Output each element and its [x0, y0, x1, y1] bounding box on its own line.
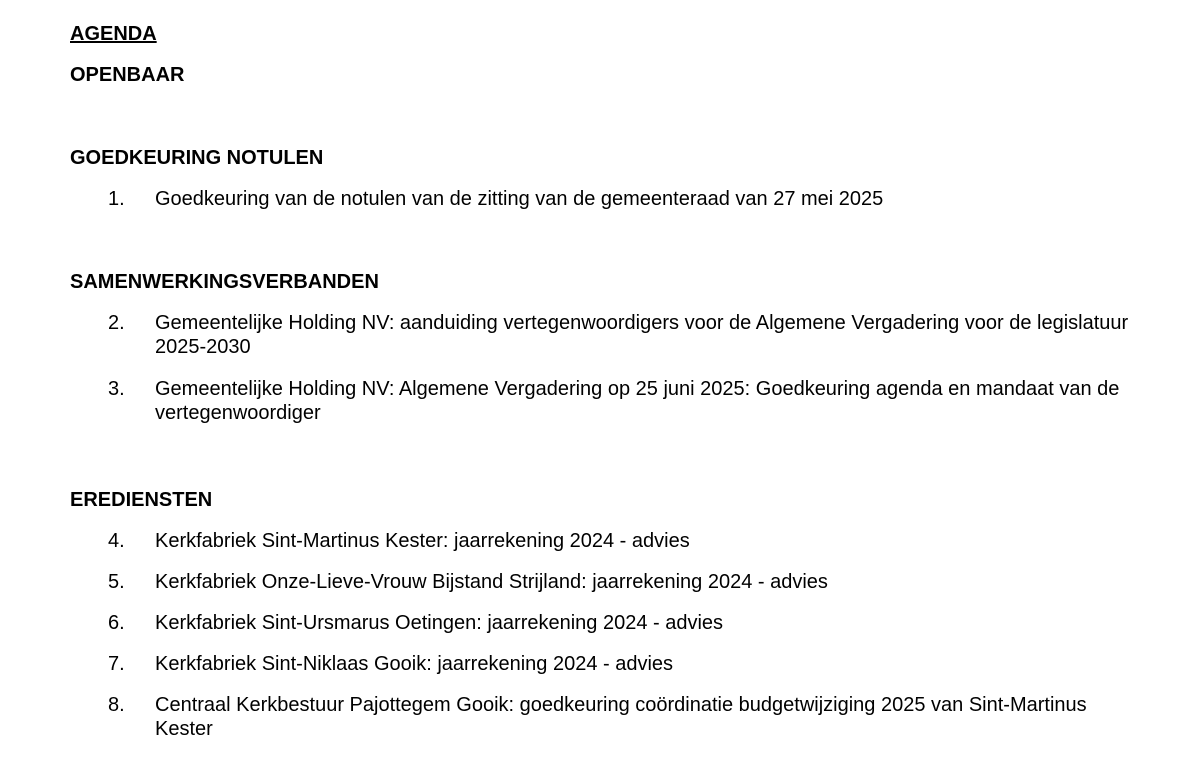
page-subtitle: OPENBAAR [70, 64, 185, 86]
agenda-item-number: 2. [108, 312, 125, 334]
agenda-item-number: 4. [108, 530, 125, 552]
agenda-item-7 [108, 652, 1148, 676]
agenda-item-2 [108, 311, 1148, 359]
section-heading-erediensten: EREDIENSTEN [70, 489, 213, 511]
agenda-item-8 [108, 693, 1148, 741]
page-title: AGENDA [70, 23, 157, 45]
agenda-item-text: Centraal Kerkbestuur Pajottegem Gooik: goedkeuring coördinatie budgetwijziging 2025 van Sint-Martinus Kester [155, 694, 1087, 740]
agenda-item-number: 8. [108, 694, 125, 716]
agenda-item-number: 6. [108, 612, 125, 634]
agenda-item-3 [108, 377, 1148, 425]
agenda-item-text: Gemeentelijke Holding NV: aanduiding vertegenwoordigers voor de Algemene Vergadering voor de legislatuur 2025-2030 [155, 312, 1129, 358]
agenda-item-1 [108, 187, 1148, 211]
agenda-item-text: Kerkfabriek Sint-Martinus Kester: jaarrekening 2024 - advies [155, 530, 690, 552]
section-heading-goedkeuring-notulen: GOEDKEURING NOTULEN [70, 147, 324, 169]
agenda-item-text: Kerkfabriek Sint-Niklaas Gooik: jaarrekening 2024 - advies [155, 653, 674, 675]
agenda-item-text: Kerkfabriek Onze-Lieve-Vrouw Bijstand Strijland: jaarrekening 2024 - advies [155, 571, 828, 593]
agenda-item-text: Kerkfabriek Sint-Ursmarus Oetingen: jaarrekening 2024 - advies [155, 612, 724, 634]
agenda-item-number: 7. [108, 653, 125, 675]
agenda-item-text: Goedkeuring van de notulen van de zitting van de gemeenteraad van 27 mei 2025 [155, 188, 884, 210]
agenda-item-5 [108, 570, 1148, 594]
agenda-item-4 [108, 529, 1148, 553]
agenda-item-number: 1. [108, 188, 125, 210]
agenda-item-6 [108, 611, 1148, 635]
section-heading-samenwerkingsverbanden: SAMENWERKINGSVERBANDEN [70, 271, 379, 293]
agenda-item-text: Gemeentelijke Holding NV: Algemene Vergadering op 25 juni 2025: Goedkeuring agenda en mandaat van de vertegenwoordiger [155, 378, 1120, 424]
agenda-item-number: 5. [108, 571, 125, 593]
agenda-item-number: 3. [108, 378, 125, 400]
